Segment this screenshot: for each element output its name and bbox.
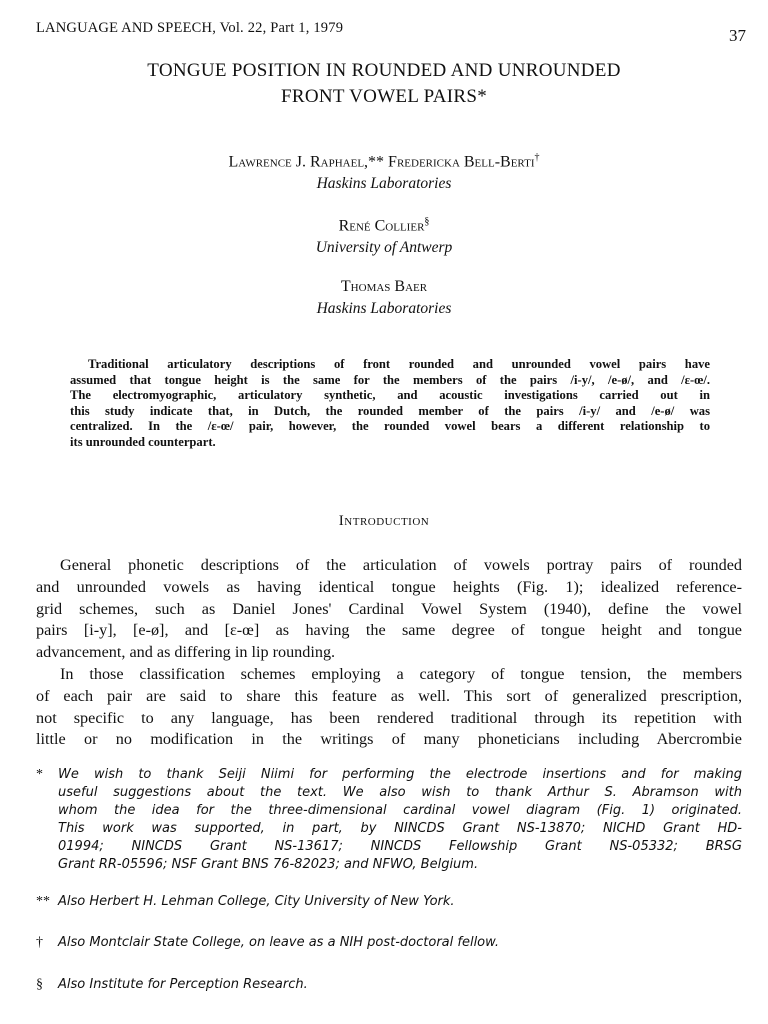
body-line: and unrounded vowels as having identical tongue heights (Fig. 1); idealized reference- xyxy=(36,577,742,596)
author-block-1 xyxy=(0,147,768,194)
section-heading: Introduction xyxy=(338,513,430,529)
title-line-2: FRONT VOWEL PAIRS* xyxy=(281,86,487,107)
author-names: René Collier§ xyxy=(338,216,430,235)
body-paragraph-1 xyxy=(36,555,742,664)
abstract-line: this study indicate that, in Dutch, the rounded member of the pairs /i-y/ and /e-ø/ was xyxy=(70,403,710,418)
author-names: Lawrence J. Raphael,** Fredericka Bell-Berti† xyxy=(228,152,540,171)
footnote-double-asterisk xyxy=(36,893,742,911)
body-line: not specific to any language, has been rendered traditional through its repetition with xyxy=(36,708,742,727)
footnote-line: Also Montclair State College, on leave as a NIH post-doctoral fellow. xyxy=(58,935,500,950)
author-affiliation: Haskins Laboratories xyxy=(316,175,452,193)
title-line-1: TONGUE POSITION IN ROUNDED AND UNROUNDED xyxy=(147,60,621,81)
body-line: of each pair are said to share this feature as well. This sort of generalized prescription, xyxy=(36,686,742,705)
footnote-line: Also Institute for Perception Research. xyxy=(58,977,308,992)
body-paragraph-2 xyxy=(36,664,742,751)
footnote-line: whom the idea for the three-dimensional cardinal vowel diagram (Fig. 1) originated. xyxy=(58,803,742,818)
footnote-dagger xyxy=(36,934,742,952)
dagger-mark: † xyxy=(36,935,43,950)
footnote-line: This work was supported, in part, by NINCDS Grant NS-13870; NICHD Grant HD- xyxy=(58,821,742,836)
running-head: LANGUAGE AND SPEECH, Vol. 22, Part 1, 1979 xyxy=(36,20,344,36)
asterisk-mark: * xyxy=(36,767,43,782)
paper-title xyxy=(0,58,768,110)
footnote-line: Grant RR-05596; NSF Grant BNS 76-82023; and NFWO, Belgium. xyxy=(58,857,479,872)
dagger-mark: † xyxy=(534,152,540,163)
footnote-line: Also Herbert H. Lehman College, City University of New York. xyxy=(58,894,455,909)
abstract-line: assumed that tongue height is the same for the members of the pairs /i-y/, /e-ø/, and /ε-œ/. xyxy=(70,372,710,387)
body-line: little or no modification in the writings of many phoneticians including Abercrombie xyxy=(36,730,742,749)
footnote-section xyxy=(36,976,742,994)
body-line: pairs [i-y], [e-ø], and [ε-œ] as having the same degree of tongue height and tongue xyxy=(36,621,742,640)
footnotes xyxy=(36,766,742,1006)
abstract-line: Traditional articulatory descriptions of front rounded and unrounded vowel pairs have xyxy=(88,357,710,371)
page-number: 37 xyxy=(729,26,746,45)
author-block-3 xyxy=(0,276,768,319)
author-block-2 xyxy=(0,211,768,258)
abstract-line: centralized. In the /ε-œ/ pair, however, the rounded vowel bears a different relationship to xyxy=(70,419,710,434)
abstract-line: The electromyographic, articulatory synthetic, and acoustic investigations carried out in xyxy=(70,388,710,403)
body-line: General phonetic descriptions of the articulation of vowels portray pairs of rounded xyxy=(60,556,742,574)
body-line: In those classification schemes employing a category of tongue tension, the members xyxy=(60,665,742,683)
body-line: grid schemes, such as Daniel Jones' Cardinal Vowel System (1940), define the vowel xyxy=(36,599,742,618)
section-mark: § xyxy=(424,216,430,227)
author-affiliation: Haskins Laboratories xyxy=(316,300,452,317)
author-affiliation: University of Antwerp xyxy=(315,239,453,257)
footnote-line: useful suggestions about the text. We also wish to thank Arthur S. Abramson with xyxy=(58,785,742,800)
footnote-line: 01994; NINCDS Grant NS-13617; NINCDS Fellowship Grant NS-05332; BRSG xyxy=(58,839,742,854)
double-asterisk-mark: ** xyxy=(36,894,50,909)
abstract-line: its unrounded counterpart. xyxy=(70,434,216,449)
body-line: advancement, and as differing in lip rounding. xyxy=(36,643,336,662)
abstract xyxy=(70,357,710,451)
footnote-acknowledgment xyxy=(36,766,742,874)
footnote-line: We wish to thank Seiji Niimi for performing the electrode insertions and for making xyxy=(58,767,742,782)
section-mark: § xyxy=(36,977,43,992)
author-names: Thomas Baer xyxy=(340,278,428,295)
